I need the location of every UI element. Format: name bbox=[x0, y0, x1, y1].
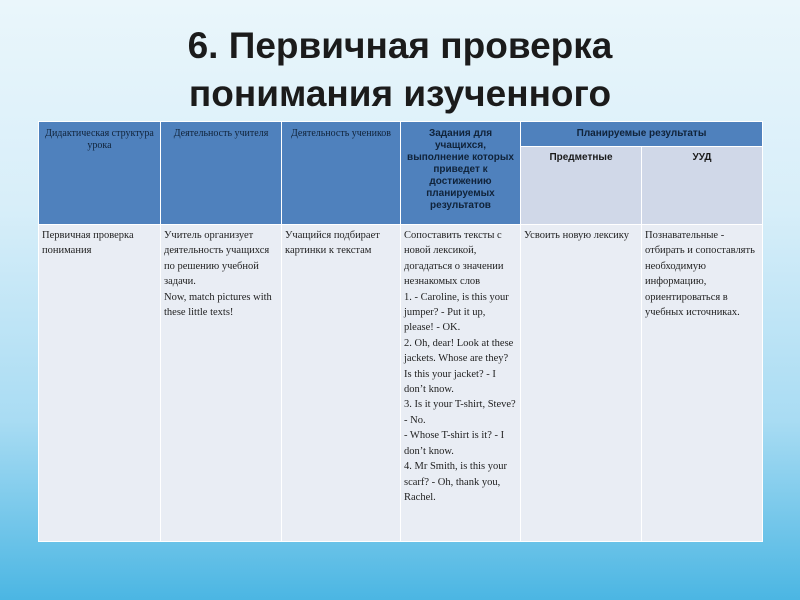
table-row bbox=[39, 225, 763, 542]
cell-didactic-structure: Первичная проверка понимания bbox=[39, 225, 161, 542]
header-planned-results: Планируемые результаты bbox=[521, 122, 763, 147]
header-uud: УУД bbox=[642, 147, 763, 225]
lesson-table bbox=[38, 121, 763, 542]
cell-tasks: Сопоставить тексты с новой лексикой, догадаться о значении незнакомых слов 1. - Caroline, is this your jumper? - Put it up, please! - OK. 2. Oh, dear! Look at these jackets. Whose are they? Is this your jacket? - I don’t know. 3. Is it your T-shirt, Steve? - No. - Whose T-shirt is it? - I don’t know. 4. Mr Smith, is this your scarf? - Oh, thank you, Rachel. bbox=[401, 225, 521, 542]
cell-uud: Познавательные - отбирать и сопоставлять необходимую информацию, ориентироваться в учебных источниках. bbox=[642, 225, 763, 542]
slide-title-line-2: понимания изученного bbox=[188, 73, 612, 114]
cell-student-activity: Учащийся подбирает картинки к текстам bbox=[282, 225, 401, 542]
header-tasks: Задания для учащихся, выполнение которых приведет к достижению планируемых результатов bbox=[401, 122, 521, 225]
header-student-activity: Деятельность учеников bbox=[282, 122, 401, 225]
header-teacher-activity: Деятельность учителя bbox=[161, 122, 282, 225]
cell-teacher-activity: Учитель организует деятельность учащихся по решению учебной задачи. Now, match pictures with these little texts! bbox=[161, 225, 282, 542]
cell-subject-results: Усвоить новую лексику bbox=[521, 225, 642, 542]
header-didactic-structure: Дидактическая структура урока bbox=[39, 122, 161, 225]
slide-title bbox=[0, 22, 800, 118]
header-subject-results: Предметные bbox=[521, 147, 642, 225]
slide-title-line-1: 6. Первичная проверка bbox=[187, 25, 613, 66]
